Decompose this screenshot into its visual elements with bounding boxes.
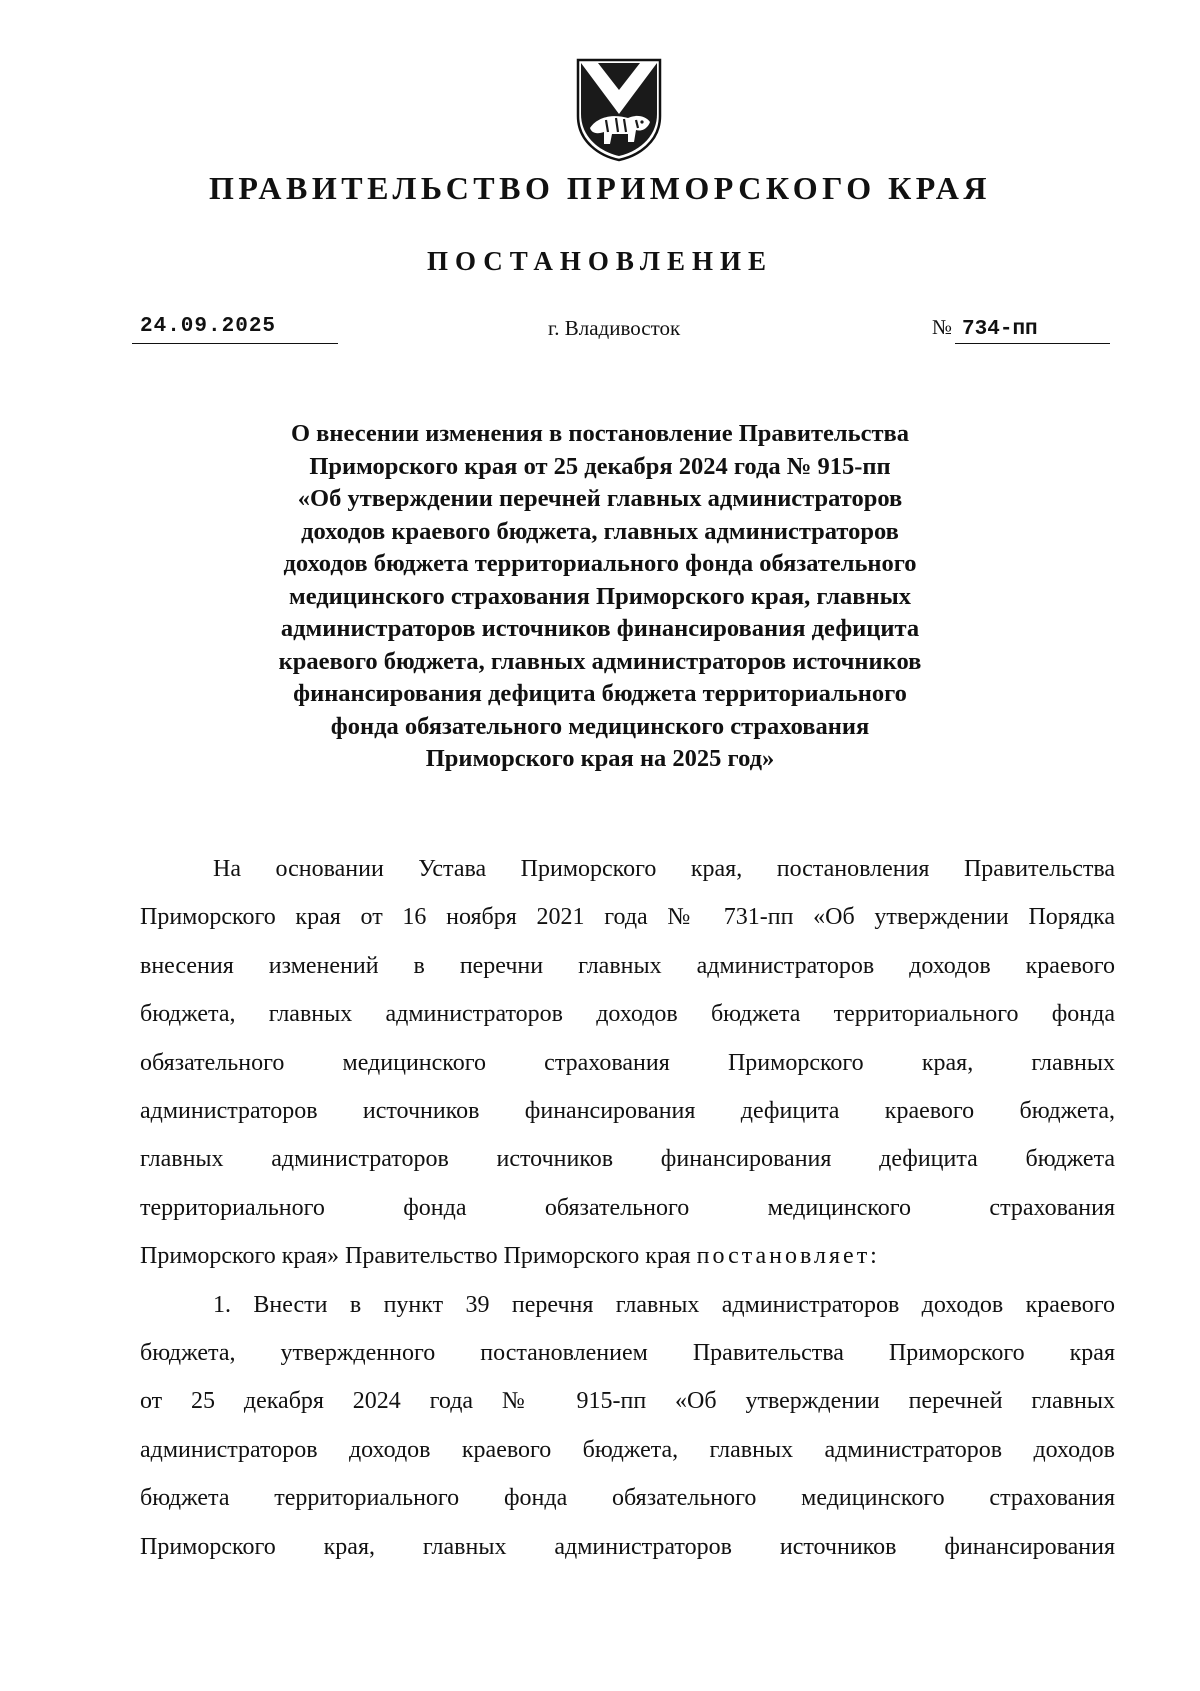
body-line-text: Приморского края» Правительство Приморского края	[140, 1243, 691, 1270]
heading-line: краевого бюджета, главных администраторов источников	[278, 647, 922, 675]
resolve-verb: постановляет:	[696, 1243, 880, 1270]
heading-line: доходов краевого бюджета, главных администраторов	[301, 517, 899, 545]
body-line-last	[140, 1232, 1115, 1280]
body-line: 1. Внести в пункт 39 перечня главных администраторов доходов краевого	[213, 1291, 1115, 1318]
heading-line: финансирования дефицита бюджета территориального	[293, 680, 907, 707]
body-line: от 25 декабря 2024 года № 915-пп «Об утверждении перечней главных	[140, 1388, 1115, 1415]
body-line: На основании Устава Приморского края, постановления Правительства	[213, 856, 1115, 882]
body-line: внесения изменений в перечни главных администраторов доходов краевого	[140, 952, 1115, 979]
body-line: Приморского края, главных администраторов источников финансирования	[140, 1533, 1115, 1560]
government-title: ПРАВИТЕЛЬСТВО ПРИМОРСКОГО КРАЯ	[209, 170, 991, 206]
body-line: бюджета территориального фонда обязательного медицинского страхования	[140, 1485, 1115, 1512]
document-body	[140, 845, 1115, 1571]
body-line: администраторов доходов краевого бюджета, главных администраторов доходов	[140, 1436, 1115, 1463]
body-line: обязательного медицинского страхования Приморского края, главных	[140, 1049, 1115, 1076]
body-line: главных администраторов источников финансирования дефицита бюджета	[140, 1146, 1115, 1173]
body-line: администраторов источников финансирования дефицита краевого бюджета,	[140, 1098, 1115, 1125]
clause-1-paragraph	[140, 1281, 1115, 1571]
document-number-field	[932, 315, 1038, 341]
document-meta	[0, 315, 1200, 355]
heading-line: администраторов источников финансирования дефицита	[280, 615, 920, 642]
body-line: бюджета, главных администраторов доходов бюджета территориального фонда	[140, 1001, 1115, 1028]
heading-line: Приморского края на 2025 год»	[425, 745, 775, 772]
heading-line: О внесении изменения в постановление Правительства	[291, 420, 909, 447]
date-underline	[132, 343, 338, 344]
document-type: ПОСТАНОВЛЕНИЕ	[426, 246, 774, 276]
document-number: 734-пп	[962, 318, 1038, 341]
heading-line: медицинского страхования Приморского края, главных	[289, 582, 911, 610]
preamble-paragraph	[140, 845, 1115, 1281]
document-date: 24.09.2025	[140, 315, 277, 338]
heading-line: доходов бюджета территориального фонда обязательного	[283, 550, 917, 577]
body-line: территориального фонда обязательного медицинского страхования	[140, 1194, 1115, 1221]
coat-of-arms-icon	[576, 58, 662, 162]
document-heading	[150, 418, 1050, 776]
body-line: Приморского края от 16 ноября 2021 года № 731-пп «Об утверждении Порядка	[140, 904, 1115, 931]
heading-line: «Об утверждении перечней главных администраторов	[297, 485, 903, 512]
heading-line: фонда обязательного медицинского страхования	[330, 712, 870, 740]
number-sign: №	[932, 315, 953, 339]
heading-line: Приморского края от 25 декабря 2024 года № 915-пп	[309, 452, 891, 480]
document-city: г. Владивосток	[548, 316, 681, 340]
body-line: бюджета, утвержденного постановлением Правительства Приморского края	[140, 1340, 1115, 1367]
number-underline	[955, 343, 1110, 344]
